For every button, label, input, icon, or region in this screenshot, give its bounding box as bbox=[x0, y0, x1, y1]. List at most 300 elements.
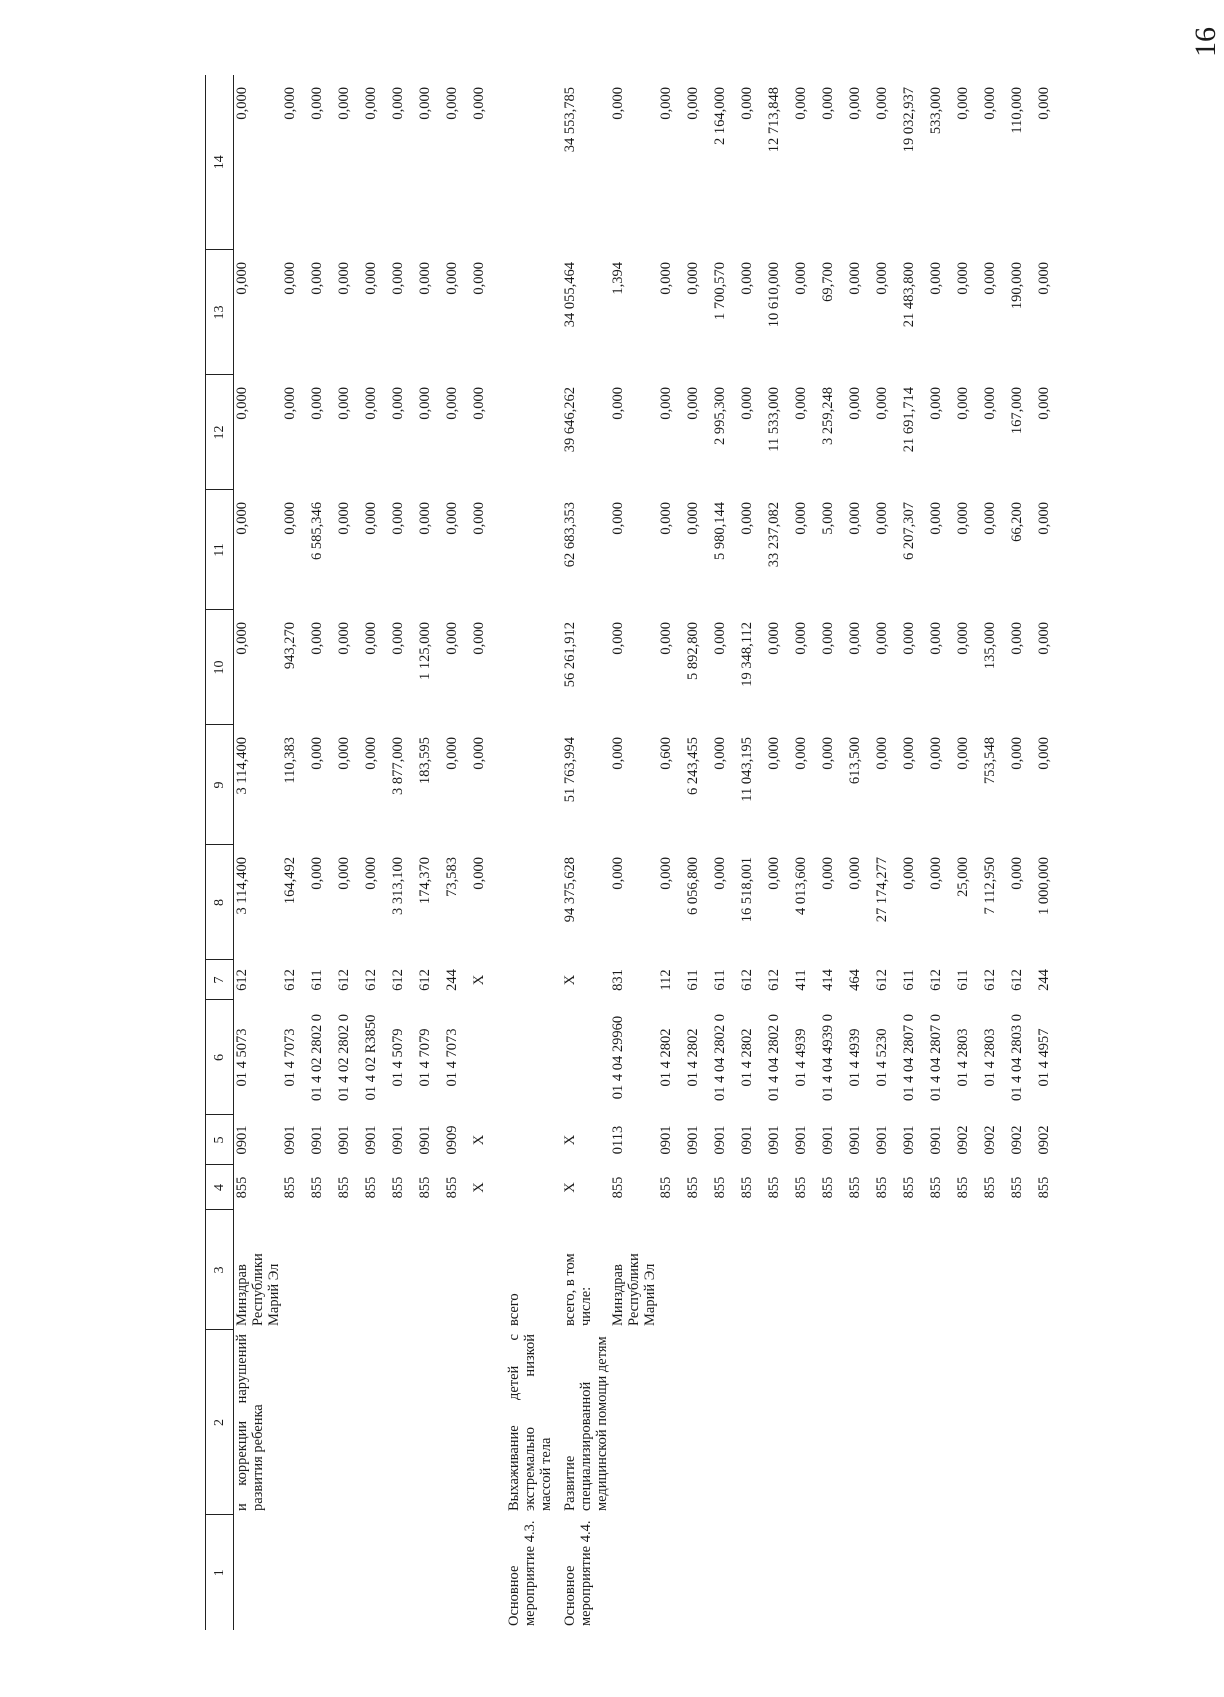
table-cell-col-6: 01 4 2803 bbox=[982, 1028, 998, 1087]
table-cell-col-8: 0,000 bbox=[766, 857, 782, 890]
table-row bbox=[336, 75, 363, 1630]
table-cell-col-9: 0,000 bbox=[874, 737, 890, 770]
table-row bbox=[498, 75, 554, 1630]
table-cell-col-1 bbox=[820, 1515, 847, 1630]
table-cell-col-5: 0901 bbox=[766, 1125, 782, 1155]
table-cell-col-13: 0,000 bbox=[336, 262, 352, 295]
table-cell-col-4: 855 bbox=[336, 1176, 352, 1199]
table-cell-col-13: 0,000 bbox=[234, 262, 250, 295]
table-cell-col-7: 612 bbox=[417, 969, 433, 991]
table-cell-col-5: 0113 bbox=[610, 1125, 626, 1155]
table-row bbox=[766, 75, 793, 1630]
table-cell-col-9: 6 243,455 bbox=[685, 737, 701, 795]
table-cell-col-3 bbox=[417, 1210, 444, 1330]
table-cell-col-5: 0901 bbox=[901, 1125, 917, 1155]
table-cell-col-4: 855 bbox=[363, 1176, 379, 1199]
table-cell-col-2 bbox=[874, 1330, 901, 1515]
table-cell-col-5: 0902 bbox=[1009, 1125, 1025, 1155]
table-cell-col-7: Х bbox=[471, 974, 487, 986]
table-cell-col-11: 0,000 bbox=[234, 502, 250, 535]
table-cell-col-14: 0,000 bbox=[390, 87, 406, 120]
table-cell-col-10: 0,000 bbox=[793, 622, 809, 655]
table-cell-col-5: 0901 bbox=[309, 1125, 325, 1155]
table-cell-col-11: 33 237,082 bbox=[766, 502, 782, 568]
table-cell-col-9 bbox=[498, 725, 554, 845]
table-row bbox=[712, 75, 739, 1630]
table-cell-col-9: 51 763,994 bbox=[562, 737, 578, 803]
table-cell-col-13: 0,000 bbox=[282, 262, 298, 295]
table-cell-col-7: 612 bbox=[739, 969, 755, 991]
table-cell-col-8: 7 112,950 bbox=[982, 857, 998, 915]
table-cell-col-12: 2 995,300 bbox=[712, 387, 728, 445]
table-row bbox=[363, 75, 390, 1630]
table-cell-col-10: 0,000 bbox=[234, 622, 250, 655]
table-cell-col-8: 0,000 bbox=[336, 857, 352, 890]
table-cell-col-8 bbox=[498, 845, 554, 960]
table-cell-col-11: 62 683,353 bbox=[562, 502, 578, 568]
table-cell-col-5: Х bbox=[471, 1134, 487, 1146]
table-cell-col-10: 56 261,912 bbox=[562, 622, 578, 688]
table-cell-col-1 bbox=[874, 1515, 901, 1630]
table-cell-col-2 bbox=[820, 1330, 847, 1515]
table-cell-col-2 bbox=[1009, 1330, 1036, 1515]
table-cell-col-2 bbox=[309, 1330, 336, 1515]
table-cell-col-4: 855 bbox=[1036, 1176, 1052, 1199]
table-cell-col-4: 855 bbox=[390, 1176, 406, 1199]
table-cell-col-8: 0,000 bbox=[610, 857, 626, 890]
column-header-4: 4 bbox=[206, 1165, 234, 1210]
table-cell-col-6: 01 4 4939 bbox=[847, 1028, 863, 1087]
table-cell-col-12: 0,000 bbox=[847, 387, 863, 420]
table-cell-col-14: 0,000 bbox=[739, 87, 755, 120]
table-cell-col-12: 0,000 bbox=[336, 387, 352, 420]
table-cell-col-4: 855 bbox=[282, 1176, 298, 1199]
table-cell-col-1: Основное мероприятие 4.3. bbox=[506, 1520, 538, 1626]
table-cell-col-9: 0,000 bbox=[444, 737, 460, 770]
table-cell-col-13: 0,000 bbox=[658, 262, 674, 295]
table-cell-col-6: 01 4 7073 bbox=[444, 1028, 460, 1087]
table-cell-col-13: 0,000 bbox=[874, 262, 890, 295]
table-cell-col-7: 244 bbox=[444, 969, 460, 991]
table-row bbox=[793, 75, 820, 1630]
table-cell-col-12: 0,000 bbox=[390, 387, 406, 420]
table-cell-col-1 bbox=[901, 1515, 928, 1630]
table-cell-col-5: 0901 bbox=[390, 1125, 406, 1155]
table-cell-col-14: 0,000 bbox=[820, 87, 836, 120]
table-cell-col-13: 0,000 bbox=[471, 262, 487, 295]
table-cell-col-11: 0,000 bbox=[336, 502, 352, 535]
table-cell-col-13: 190,000 bbox=[1009, 262, 1025, 310]
table-cell-col-11: 0,000 bbox=[417, 502, 433, 535]
column-header-11: 11 bbox=[206, 490, 234, 610]
table-cell-col-10: 0,000 bbox=[336, 622, 352, 655]
table-cell-col-7: 611 bbox=[309, 969, 325, 991]
table-cell-col-7: 612 bbox=[390, 969, 406, 991]
table-cell-col-9: 0,000 bbox=[336, 737, 352, 770]
table-cell-col-3 bbox=[1009, 1210, 1036, 1330]
table-row bbox=[685, 75, 712, 1630]
table-row bbox=[820, 75, 847, 1630]
table-cell-col-3 bbox=[982, 1210, 1009, 1330]
table-cell-col-1 bbox=[982, 1515, 1009, 1630]
column-header-9: 9 bbox=[206, 725, 234, 845]
table-cell-col-1 bbox=[336, 1515, 363, 1630]
table-cell-col-2 bbox=[444, 1330, 471, 1515]
table-cell-col-4: 855 bbox=[444, 1176, 460, 1199]
table-cell-col-6: 01 4 5073 bbox=[234, 1028, 250, 1087]
table-cell-col-7: 612 bbox=[363, 969, 379, 991]
table-cell-col-14: 0,000 bbox=[793, 87, 809, 120]
table-cell-col-1 bbox=[847, 1515, 874, 1630]
table-cell-col-9: 0,000 bbox=[820, 737, 836, 770]
table-cell-col-2: и коррекции нарушений развития ребенка bbox=[234, 1334, 266, 1511]
table-cell-col-5: 0901 bbox=[363, 1125, 379, 1155]
table-cell-col-11: 0,000 bbox=[390, 502, 406, 535]
column-header-14: 14 bbox=[206, 75, 234, 250]
table-cell-col-12: 3 259,248 bbox=[820, 387, 836, 445]
table-cell-col-10: 0,000 bbox=[610, 622, 626, 655]
table-row bbox=[471, 75, 498, 1630]
table-cell-col-8: 174,370 bbox=[417, 857, 433, 905]
table-cell-col-1 bbox=[234, 1515, 283, 1630]
table-cell-col-2 bbox=[471, 1330, 498, 1515]
table-cell-col-9: 0,000 bbox=[610, 737, 626, 770]
table-row bbox=[1036, 75, 1063, 1630]
table-cell-col-3 bbox=[928, 1210, 955, 1330]
table-cell-col-9: 0,000 bbox=[712, 737, 728, 770]
table-cell-col-12: 0,000 bbox=[234, 387, 250, 420]
table-cell-col-8: 0,000 bbox=[658, 857, 674, 890]
table-cell-col-3 bbox=[363, 1210, 390, 1330]
table-cell-col-3 bbox=[820, 1210, 847, 1330]
table-cell-col-10: 0,000 bbox=[901, 622, 917, 655]
rotated-table-sheet bbox=[205, 75, 1065, 1630]
table-cell-col-1 bbox=[309, 1515, 336, 1630]
table-cell-col-3 bbox=[309, 1210, 336, 1330]
table-cell-col-1 bbox=[1036, 1515, 1063, 1630]
table-cell-col-2 bbox=[955, 1330, 982, 1515]
table-cell-col-7: 612 bbox=[928, 969, 944, 991]
table-cell-col-12: 21 691,714 bbox=[901, 387, 917, 453]
table-cell-col-6: 01 4 2802 bbox=[658, 1028, 674, 1087]
table-cell-col-14: 0,000 bbox=[444, 87, 460, 120]
table-cell-col-10: 0,000 bbox=[847, 622, 863, 655]
table-cell-col-13: 0,000 bbox=[793, 262, 809, 295]
table-cell-col-5: 0901 bbox=[793, 1125, 809, 1155]
table-cell-col-11: 0,000 bbox=[955, 502, 971, 535]
table-cell-col-2 bbox=[390, 1330, 417, 1515]
table-cell-col-6: 01 4 04 4939 0 bbox=[820, 1014, 836, 1101]
column-header-2: 2 bbox=[206, 1330, 234, 1515]
table-cell-col-7: 611 bbox=[901, 969, 917, 991]
table-cell-col-9: 0,000 bbox=[309, 737, 325, 770]
table-cell-col-10: 1 125,000 bbox=[417, 622, 433, 680]
table-cell-col-13: 0,000 bbox=[928, 262, 944, 295]
table-cell-col-4: 855 bbox=[766, 1176, 782, 1199]
table-cell-col-3: всего bbox=[506, 1293, 522, 1326]
table-cell-col-8: 0,000 bbox=[309, 857, 325, 890]
table-cell-col-12: 0,000 bbox=[471, 387, 487, 420]
table-cell-col-5: 0901 bbox=[874, 1125, 890, 1155]
table-cell-col-5: 0901 bbox=[712, 1125, 728, 1155]
table-cell-col-8: 0,000 bbox=[471, 857, 487, 890]
table-cell-col-9: 0,000 bbox=[766, 737, 782, 770]
table-cell-col-6: 01 4 7073 bbox=[282, 1028, 298, 1087]
table-cell-col-4: Х bbox=[562, 1182, 578, 1193]
table-cell-col-6: 01 4 04 2807 0 bbox=[928, 1014, 944, 1101]
table-cell-col-1 bbox=[444, 1515, 471, 1630]
table-cell-col-10: 0,000 bbox=[874, 622, 890, 655]
table-cell-col-6: 01 4 2802 bbox=[685, 1028, 701, 1087]
header-row bbox=[206, 75, 234, 1630]
table-cell-col-13: 1 700,570 bbox=[712, 262, 728, 320]
table-cell-col-3 bbox=[793, 1210, 820, 1330]
table-cell-col-6 bbox=[554, 1000, 610, 1115]
table-cell-col-2: Выхаживание детей с экстремально низкой массой тела bbox=[506, 1334, 554, 1511]
table-cell-col-8: 0,000 bbox=[712, 857, 728, 890]
table-cell-col-7: 411 bbox=[793, 969, 809, 991]
table-cell-col-11: 0,000 bbox=[363, 502, 379, 535]
table-cell-col-3 bbox=[282, 1210, 309, 1330]
table-cell-col-9: 183,595 bbox=[417, 737, 433, 785]
table-cell-col-2 bbox=[417, 1330, 444, 1515]
table-cell-col-11: 0,000 bbox=[658, 502, 674, 535]
table-cell-col-7: 612 bbox=[1009, 969, 1025, 991]
table-cell-col-5: 0902 bbox=[982, 1125, 998, 1155]
table-cell-col-1: Основное мероприятие 4.4. bbox=[562, 1520, 594, 1626]
table-cell-col-5: 0901 bbox=[234, 1125, 250, 1155]
table-cell-col-8: 0,000 bbox=[901, 857, 917, 890]
table-cell-col-12: 39 646,262 bbox=[562, 387, 578, 453]
table-cell-col-10: 0,000 bbox=[955, 622, 971, 655]
table-cell-col-12: 0,000 bbox=[955, 387, 971, 420]
table-cell-col-2 bbox=[658, 1330, 685, 1515]
table-cell-col-4: 855 bbox=[793, 1176, 809, 1199]
table-cell-col-11: 6 207,307 bbox=[901, 502, 917, 560]
table-row bbox=[234, 75, 283, 1630]
table-cell-col-6 bbox=[498, 1000, 554, 1115]
table-cell-col-1 bbox=[658, 1515, 685, 1630]
table-row bbox=[417, 75, 444, 1630]
table-cell-col-8: 73,583 bbox=[444, 857, 460, 897]
table-cell-col-12 bbox=[498, 375, 554, 490]
table-cell-col-7: 612 bbox=[982, 969, 998, 991]
table-cell-col-2 bbox=[928, 1330, 955, 1515]
table-cell-col-13: 0,000 bbox=[417, 262, 433, 295]
table-cell-col-6: 01 4 04 2802 0 bbox=[712, 1014, 728, 1101]
column-header-6: 6 bbox=[206, 1000, 234, 1115]
table-cell-col-10: 0,000 bbox=[363, 622, 379, 655]
table-cell-col-1 bbox=[955, 1515, 982, 1630]
table-cell-col-7: 612 bbox=[336, 969, 352, 991]
table-cell-col-2 bbox=[685, 1330, 712, 1515]
table-cell-col-6: 01 4 2802 bbox=[739, 1028, 755, 1087]
table-cell-col-14: 19 032,937 bbox=[901, 87, 917, 153]
table-cell-col-3 bbox=[712, 1210, 739, 1330]
table-cell-col-6: 01 4 02 2802 0 bbox=[336, 1014, 352, 1101]
table-cell-col-12: 0,000 bbox=[982, 387, 998, 420]
table-cell-col-12: 0,000 bbox=[928, 387, 944, 420]
table-cell-col-6: 01 4 4939 bbox=[793, 1028, 809, 1087]
table-cell-col-13: 10 610,000 bbox=[766, 262, 782, 328]
table-cell-col-4: 855 bbox=[417, 1176, 433, 1199]
budget-table bbox=[205, 75, 1063, 1630]
column-header-10: 10 bbox=[206, 610, 234, 725]
table-row bbox=[390, 75, 417, 1630]
table-cell-col-14: 0,000 bbox=[363, 87, 379, 120]
table-cell-col-8: 4 013,600 bbox=[793, 857, 809, 915]
table-cell-col-7: 831 bbox=[610, 969, 626, 991]
table-cell-col-12: 0,000 bbox=[1036, 387, 1052, 420]
table-cell-col-6 bbox=[471, 1000, 498, 1115]
table-cell-col-1 bbox=[793, 1515, 820, 1630]
table-cell-col-14: 34 553,785 bbox=[562, 87, 578, 153]
table-cell-col-6: 01 4 5079 bbox=[390, 1028, 406, 1087]
table-cell-col-7: 612 bbox=[766, 969, 782, 991]
table-cell-col-9: 0,600 bbox=[658, 737, 674, 770]
table-cell-col-8: 0,000 bbox=[928, 857, 944, 890]
table-cell-col-9: 753,548 bbox=[982, 737, 998, 785]
table-cell-col-13: 1,394 bbox=[610, 262, 626, 295]
column-header-5: 5 bbox=[206, 1115, 234, 1165]
column-header-12: 12 bbox=[206, 375, 234, 490]
column-header-3: 3 bbox=[206, 1210, 234, 1330]
table-cell-col-2 bbox=[1036, 1330, 1063, 1515]
table-row bbox=[982, 75, 1009, 1630]
table-cell-col-10: 0,000 bbox=[820, 622, 836, 655]
table-cell-col-14: 0,000 bbox=[874, 87, 890, 120]
table-cell-col-13: 0,000 bbox=[444, 262, 460, 295]
table-cell-col-6: 01 4 4957 bbox=[1036, 1028, 1052, 1087]
table-cell-col-8: 0,000 bbox=[820, 857, 836, 890]
table-cell-col-11: 0,000 bbox=[793, 502, 809, 535]
table-cell-col-12: 167,000 bbox=[1009, 387, 1025, 435]
table-cell-col-6: 01 4 04 29960 bbox=[610, 1015, 626, 1100]
table-cell-col-1 bbox=[928, 1515, 955, 1630]
table-cell-col-10: 0,000 bbox=[1009, 622, 1025, 655]
table-cell-col-4: 855 bbox=[847, 1176, 863, 1199]
table-row bbox=[847, 75, 874, 1630]
table-cell-col-8: 94 375,628 bbox=[562, 857, 578, 923]
table-cell-col-7 bbox=[498, 960, 554, 1000]
table-cell-col-10: 5 892,800 bbox=[685, 622, 701, 680]
table-cell-col-14: 0,000 bbox=[685, 87, 701, 120]
table-cell-col-4: 855 bbox=[658, 1176, 674, 1199]
table-cell-col-12: 0,000 bbox=[282, 387, 298, 420]
table-cell-col-7: 414 bbox=[820, 969, 836, 991]
table-cell-col-2 bbox=[793, 1330, 820, 1515]
table-cell-col-3 bbox=[955, 1210, 982, 1330]
table-cell-col-8: 6 056,800 bbox=[685, 857, 701, 915]
table-cell-col-8: 16 518,001 bbox=[739, 857, 755, 923]
table-cell-col-14: 0,000 bbox=[610, 87, 626, 120]
column-header-13: 13 bbox=[206, 250, 234, 375]
table-cell-col-6: 01 4 2803 bbox=[955, 1028, 971, 1087]
table-cell-col-13: 0,000 bbox=[955, 262, 971, 295]
table-cell-col-1 bbox=[1009, 1515, 1036, 1630]
table-cell-col-8: 164,492 bbox=[282, 857, 298, 905]
table-cell-col-4: 855 bbox=[685, 1176, 701, 1199]
table-cell-col-3: Минздрав Республики Марий Эл bbox=[234, 1253, 282, 1326]
table-cell-col-13: 0,000 bbox=[1036, 262, 1052, 295]
table-cell-col-2 bbox=[712, 1330, 739, 1515]
table-cell-col-11: 0,000 bbox=[282, 502, 298, 535]
table-cell-col-3 bbox=[471, 1210, 498, 1330]
table-cell-col-1 bbox=[766, 1515, 793, 1630]
table-cell-col-11: 0,000 bbox=[847, 502, 863, 535]
table-cell-col-13: 0,000 bbox=[309, 262, 325, 295]
table-cell-col-2 bbox=[739, 1330, 766, 1515]
table-row bbox=[1009, 75, 1036, 1630]
table-row bbox=[901, 75, 928, 1630]
table-cell-col-4: Х bbox=[471, 1182, 487, 1193]
table-cell-col-8: 3 313,100 bbox=[390, 857, 406, 915]
table-cell-col-12: 0,000 bbox=[444, 387, 460, 420]
table-cell-col-3 bbox=[336, 1210, 363, 1330]
table-cell-col-3 bbox=[390, 1210, 417, 1330]
table-cell-col-3: Минздрав Республики Марий Эл bbox=[610, 1253, 658, 1326]
table-cell-col-11: 0,000 bbox=[982, 502, 998, 535]
table-row bbox=[282, 75, 309, 1630]
table-cell-col-3 bbox=[444, 1210, 471, 1330]
table-cell-col-12: 0,000 bbox=[874, 387, 890, 420]
table-cell-col-13: 0,000 bbox=[847, 262, 863, 295]
table-cell-col-11: 66,200 bbox=[1009, 502, 1025, 542]
table-cell-col-3 bbox=[685, 1210, 712, 1330]
table-row bbox=[955, 75, 982, 1630]
table-cell-col-14: 0,000 bbox=[955, 87, 971, 120]
table-cell-col-9: 613,500 bbox=[847, 737, 863, 785]
table-cell-col-2 bbox=[766, 1330, 793, 1515]
table-cell-col-10: 0,000 bbox=[390, 622, 406, 655]
table-cell-col-14: 0,000 bbox=[658, 87, 674, 120]
table-cell-col-12: 0,000 bbox=[417, 387, 433, 420]
table-cell-col-3 bbox=[901, 1210, 928, 1330]
table-cell-col-12: 0,000 bbox=[658, 387, 674, 420]
table-cell-col-7: 611 bbox=[955, 969, 971, 991]
table-cell-col-14: 0,000 bbox=[847, 87, 863, 120]
table-cell-col-8: 3 114,400 bbox=[234, 857, 250, 915]
table-cell-col-6: 01 4 04 2807 0 bbox=[901, 1014, 917, 1101]
table-cell-col-10: 0,000 bbox=[928, 622, 944, 655]
table-cell-col-14: 0,000 bbox=[336, 87, 352, 120]
table-cell-col-14: 110,000 bbox=[1009, 87, 1025, 134]
table-cell-col-13: 0,000 bbox=[363, 262, 379, 295]
table-cell-col-4: 855 bbox=[1009, 1176, 1025, 1199]
table-cell-col-14: 0,000 bbox=[471, 87, 487, 120]
table-cell-col-12: 0,000 bbox=[610, 387, 626, 420]
table-cell-col-6: 01 4 02 R3850 bbox=[363, 1014, 379, 1101]
table-cell-col-2 bbox=[610, 1330, 658, 1515]
table-cell-col-5: 0901 bbox=[820, 1125, 836, 1155]
table-cell-col-1 bbox=[282, 1515, 309, 1630]
table-cell-col-11: 0,000 bbox=[1036, 502, 1052, 535]
table-row bbox=[309, 75, 336, 1630]
table-cell-col-10: 19 348,112 bbox=[739, 622, 755, 687]
table-cell-col-2 bbox=[282, 1330, 309, 1515]
table-cell-col-9: 11 043,195 bbox=[739, 737, 755, 802]
table-cell-col-2 bbox=[363, 1330, 390, 1515]
table-cell-col-7: 464 bbox=[847, 969, 863, 991]
table-cell-col-2: Развитие специализированной медицинской помощи детям bbox=[562, 1336, 610, 1511]
table-cell-col-11: 5,000 bbox=[820, 502, 836, 535]
table-cell-col-14: 0,000 bbox=[1036, 87, 1052, 120]
table-cell-col-4: 855 bbox=[712, 1176, 728, 1199]
table-cell-col-13: 0,000 bbox=[982, 262, 998, 295]
table-cell-col-13: 0,000 bbox=[390, 262, 406, 295]
table-cell-col-8: 0,000 bbox=[847, 857, 863, 890]
table-cell-col-1 bbox=[390, 1515, 417, 1630]
